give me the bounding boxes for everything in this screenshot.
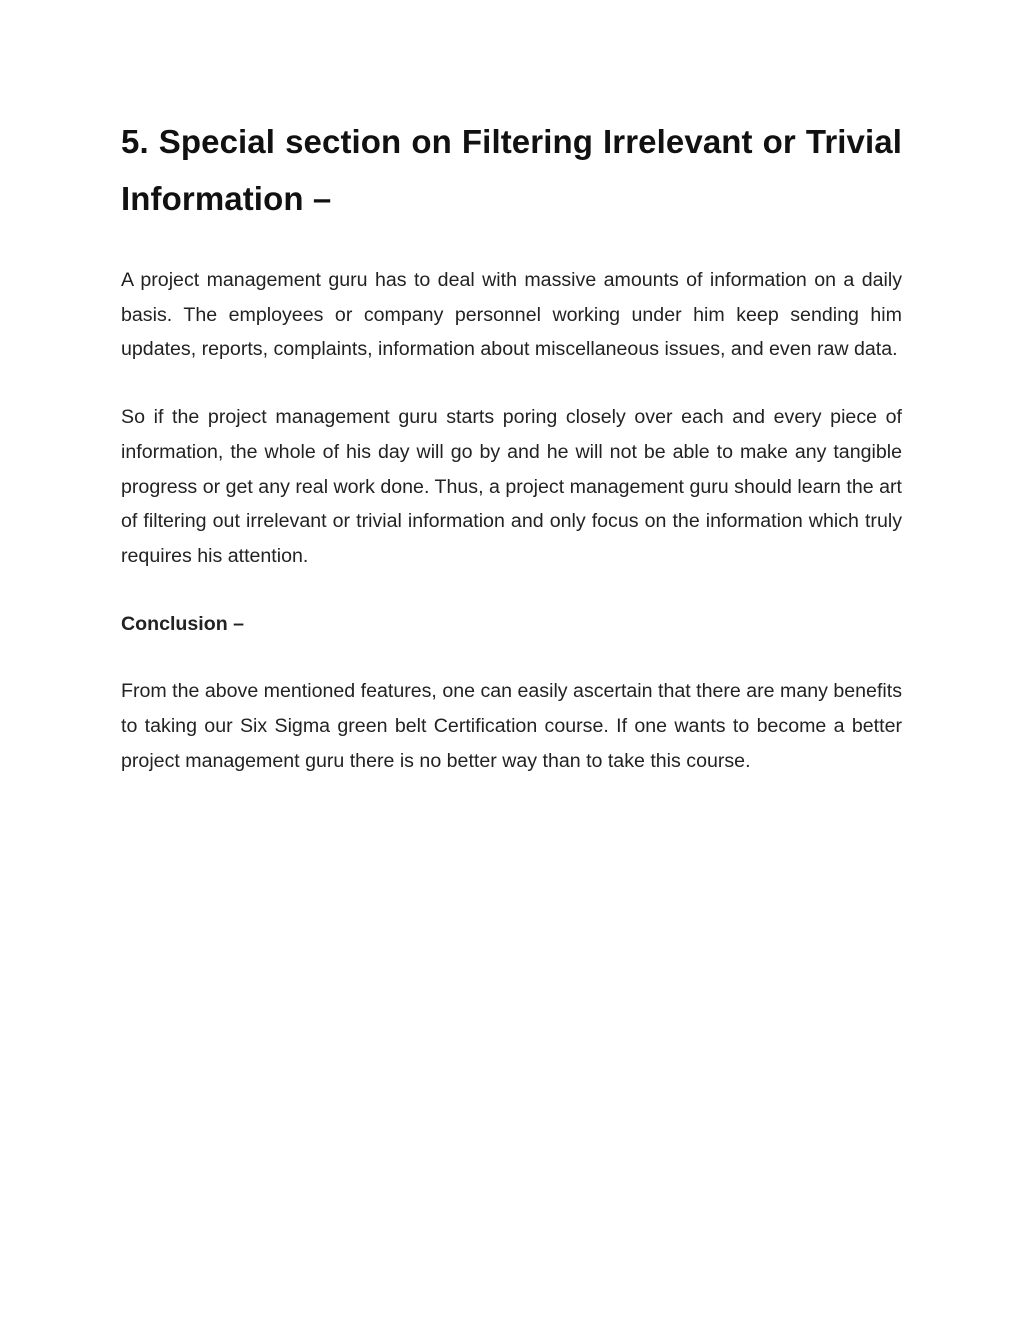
- conclusion-heading: Conclusion –: [121, 612, 245, 635]
- conclusion-paragraph: From the above mentioned features, one can easily ascertain that there are many benefits to taking our Six Sigma green belt Certification course. If one wants to become a better project management guru there is no better way than to take this course.: [121, 680, 902, 772]
- section-heading: 5. Special section on Filtering Irrelevant or Trivial Information –: [121, 123, 902, 217]
- document-page: [121, 113, 902, 778]
- body-paragraph-1: A project management guru has to deal with massive amounts of information on a daily basis. The employees or company personnel working under him keep sending him updates, reports, complaints, information about miscellaneous issues, and even raw data.: [121, 269, 902, 361]
- body-paragraph-2: So if the project management guru starts poring closely over each and every piece of information, the whole of his day will go by and he will not be able to make any tangible progress or get any real work done. Thus, a project management guru should learn the art of filtering out irrelevant or trivial information and only focus on the information which truly requires his attention.: [121, 406, 902, 567]
